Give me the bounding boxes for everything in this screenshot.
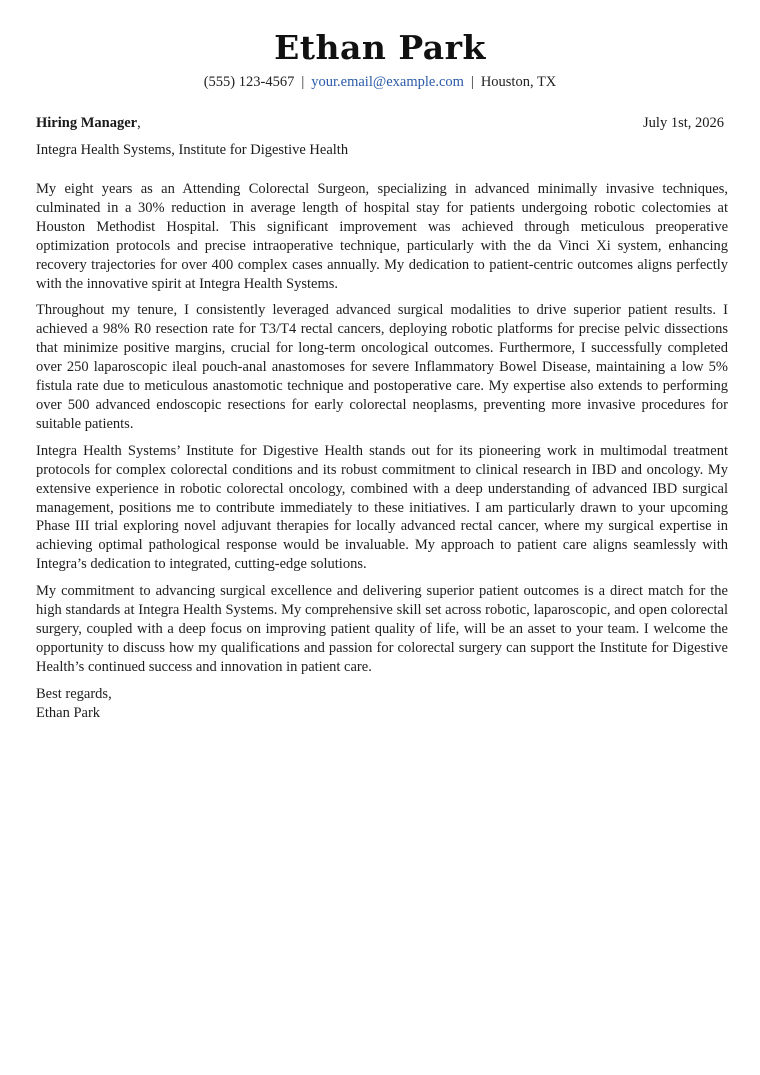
body-paragraph: My eight years as an Attending Colorectal Surgeon, specializing in advanced minimally invasive techniques, culminated in a 30% reduction in average length of hospital stay for patients undergoing robotic colectomies at Houston Methodist Hospital. This significant improvement was achieved through meticulous preoperative optimization protocols and precise intraoperative technique, particularly with the da Vinci Xi system, enhancing recovery trajectories for over 400 complex cases annually. My dedication to patient-centric outcomes aligns perfectly with the innovative spirit at Integra Health Systems. — [36, 181, 728, 292]
signature-name: Ethan Park — [36, 704, 101, 721]
recipient — [36, 115, 141, 132]
contact-line — [0, 74, 760, 91]
recipient-company: Integra Health Systems, Institute for Digestive Health — [36, 142, 349, 158]
closing-block — [36, 685, 728, 723]
location: Houston, TX — [480, 74, 557, 90]
letter-body — [36, 180, 728, 722]
phone-number: (555) 123-4567 — [203, 74, 295, 90]
recipient-name: Hiring Manager — [36, 115, 138, 131]
letter-date: July 1st, 2026 — [643, 115, 724, 131]
body-paragraph: My commitment to advancing surgical excellence and delivering superior patient outcomes is a direct match for the high standards at Integra Health Systems. My comprehensive skill set across robotic, laparoscopic, and open colorectal surgery, coupled with a deep focus on improving patient quality of life, will be an asset to your team. I welcome the opportunity to discuss how my qualifications and passion for colorectal surgery can support the Institute for Digestive Health’s continued success and innovation in patient care. — [36, 583, 728, 675]
closing-salutation: Best regards, — [36, 685, 112, 702]
applicant-name: Ethan Park — [274, 28, 486, 67]
contact-separator: | — [301, 74, 305, 90]
recipient-suffix: , — [137, 115, 141, 131]
body-paragraph: Integra Health Systems’ Institute for Digestive Health stands out for its pioneering work in multimodal treatment protocols for complex colorectal conditions and its robust commitment to clinical research in IBD and oncology. My extensive experience in robotic colorectal oncology, combined with a deep understanding of advanced IBD surgical management, positions me to contribute immediately to these initiatives. I am particularly drawn to your upcoming Phase III trial exploring novel adjuvant therapies for locally advanced rectal cancer, where my surgical expertise in achieving optimal pathological response would be invaluable. My approach to patient care aligns seamlessly with Integra’s dedication to integrated, cutting-edge solutions. — [36, 442, 728, 573]
contact-separator: | — [470, 74, 474, 90]
body-paragraph: Throughout my tenure, I consistently leveraged advanced surgical modalities to drive superior patient results. I achieved a 98% R0 resection rate for T3/T4 rectal cancers, deploying robotic platforms for precise pelvic dissections that minimize positive margins, crucial for long-term oncological outcomes. Furthermore, I successfully completed over 250 laparoscopic ileal pouch-anal anastomoses for severe Inflammatory Bowel Disease, maintaining a low 5% fistula rate due to meticulous anastomotic technique and postoperative care. My expertise also extends to performing over 500 advanced endoscopic resections for early colorectal neoplasms, preventing more invasive procedures for suitable patients. — [36, 302, 728, 432]
email-link[interactable]: your.email@example.com — [311, 74, 464, 90]
